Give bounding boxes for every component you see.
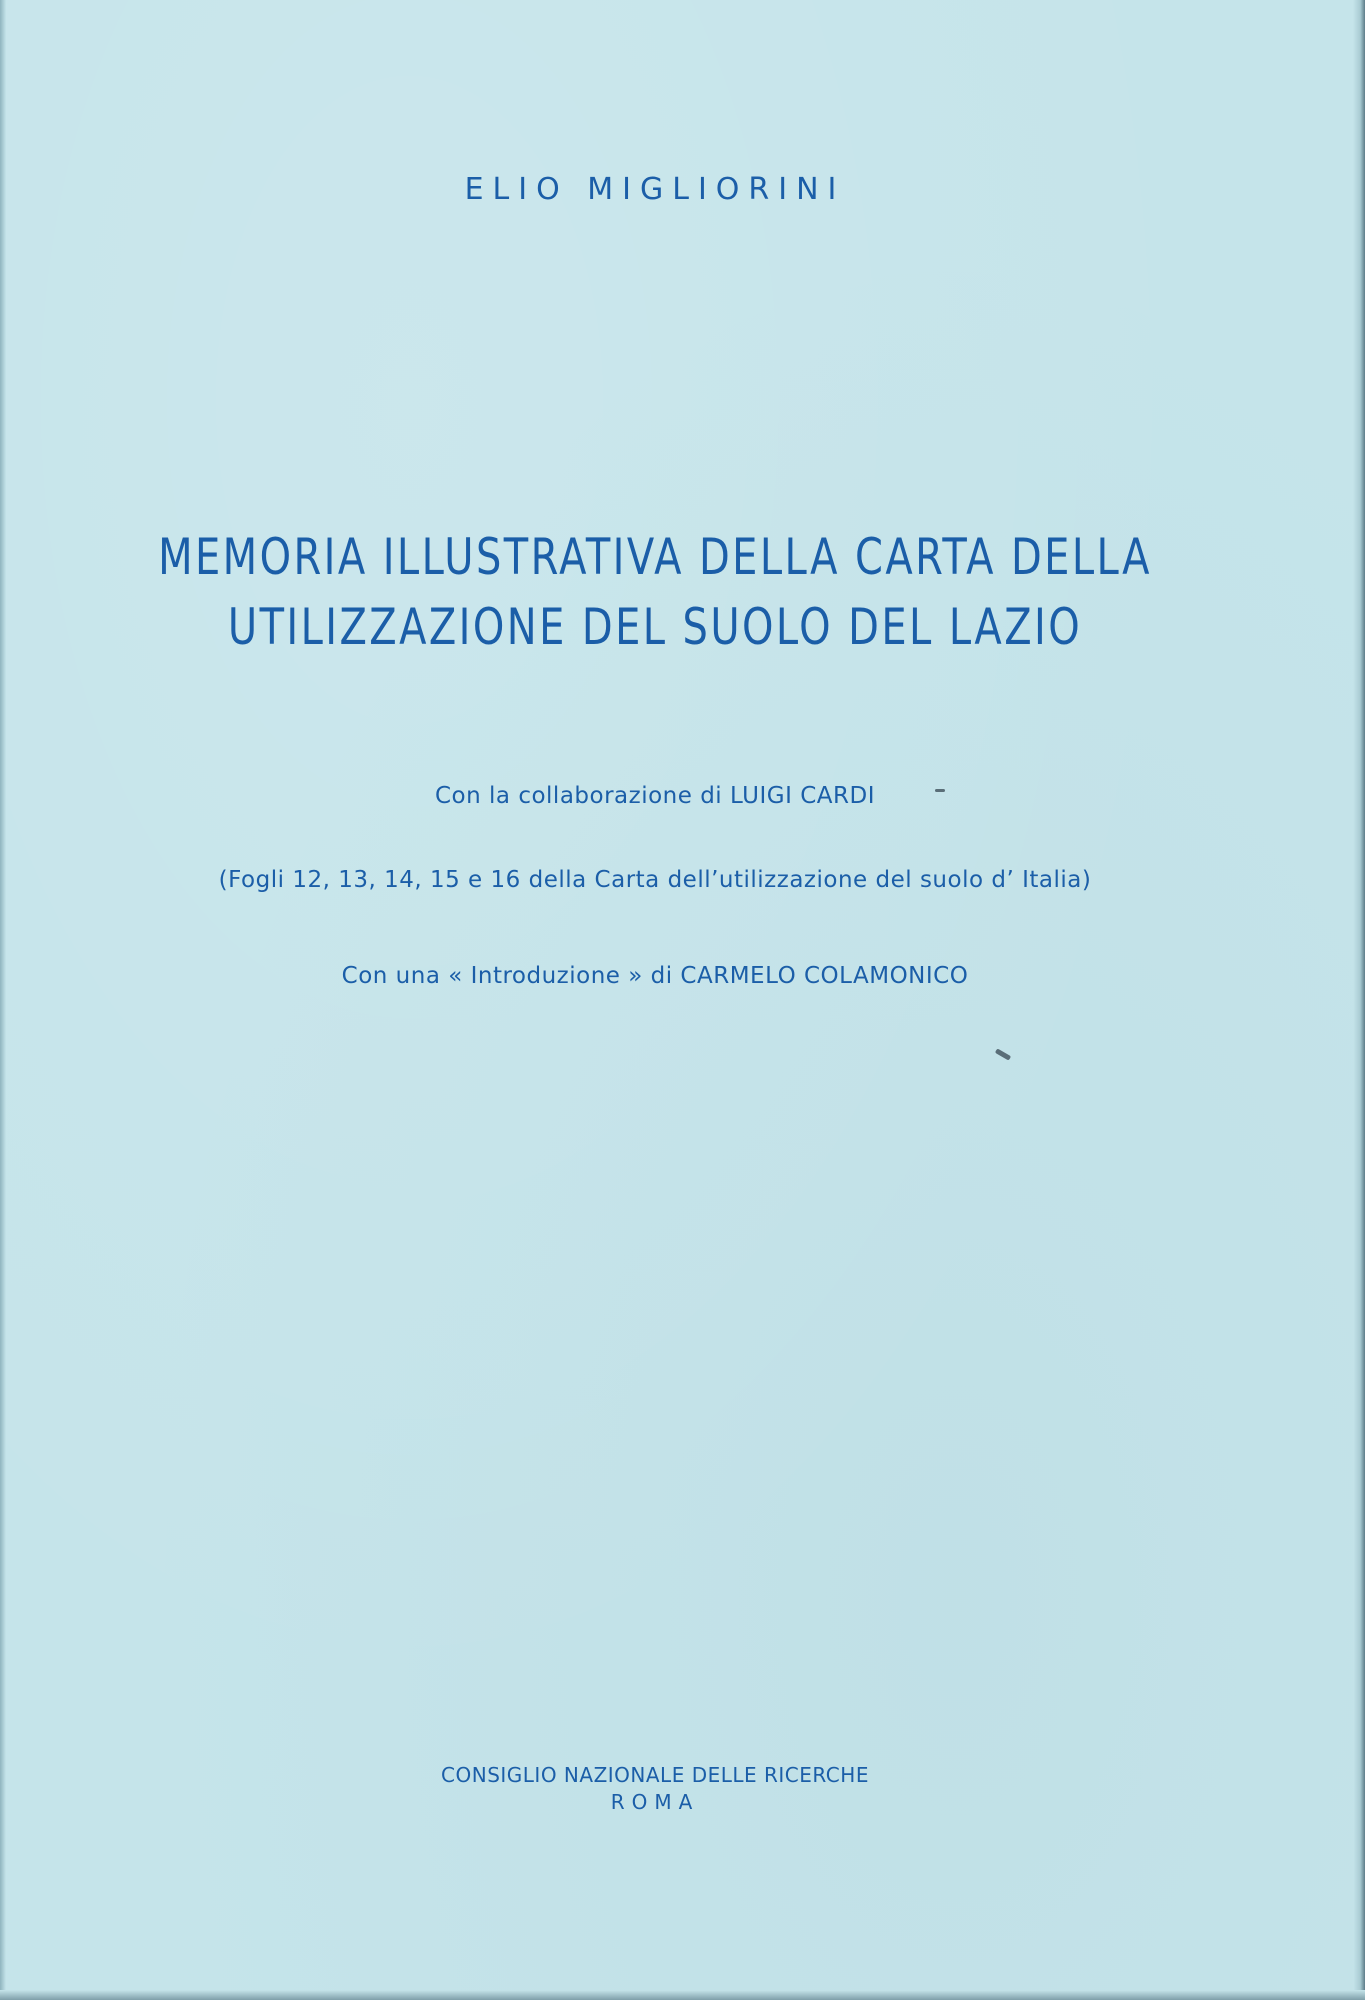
cover-right-edge	[1353, 0, 1365, 2000]
publisher-name: CONSIGLIO NAZIONALE DELLE RICERCHE	[441, 1763, 869, 1787]
cover-bottom-edge	[0, 1990, 1365, 2000]
publisher-city: ROMA	[610, 1790, 700, 1814]
paper-mark	[995, 1048, 1011, 1060]
collaboration-credit: Con la collaborazione di LUIGI CARDI	[435, 783, 875, 809]
book-title	[131, 522, 1179, 662]
title-line-2: UTILIZZAZIONE DEL SUOLO DEL LAZIO	[227, 598, 1083, 656]
introduction-credit: Con una « Introduzione » di CARMELO COLAMONICO	[341, 963, 969, 989]
cover-left-edge	[0, 0, 6, 2000]
paper-mark	[935, 789, 945, 792]
title-line-1: MEMORIA ILLUSTRATIVA DELLA CARTA DELLA	[158, 528, 1152, 586]
author-name: ELIO MIGLIORINI	[464, 172, 846, 207]
map-sheets-note: (Fogli 12, 13, 14, 15 e 16 della Carta dell’utilizzazione del suolo d’ Italia)	[218, 867, 1092, 893]
